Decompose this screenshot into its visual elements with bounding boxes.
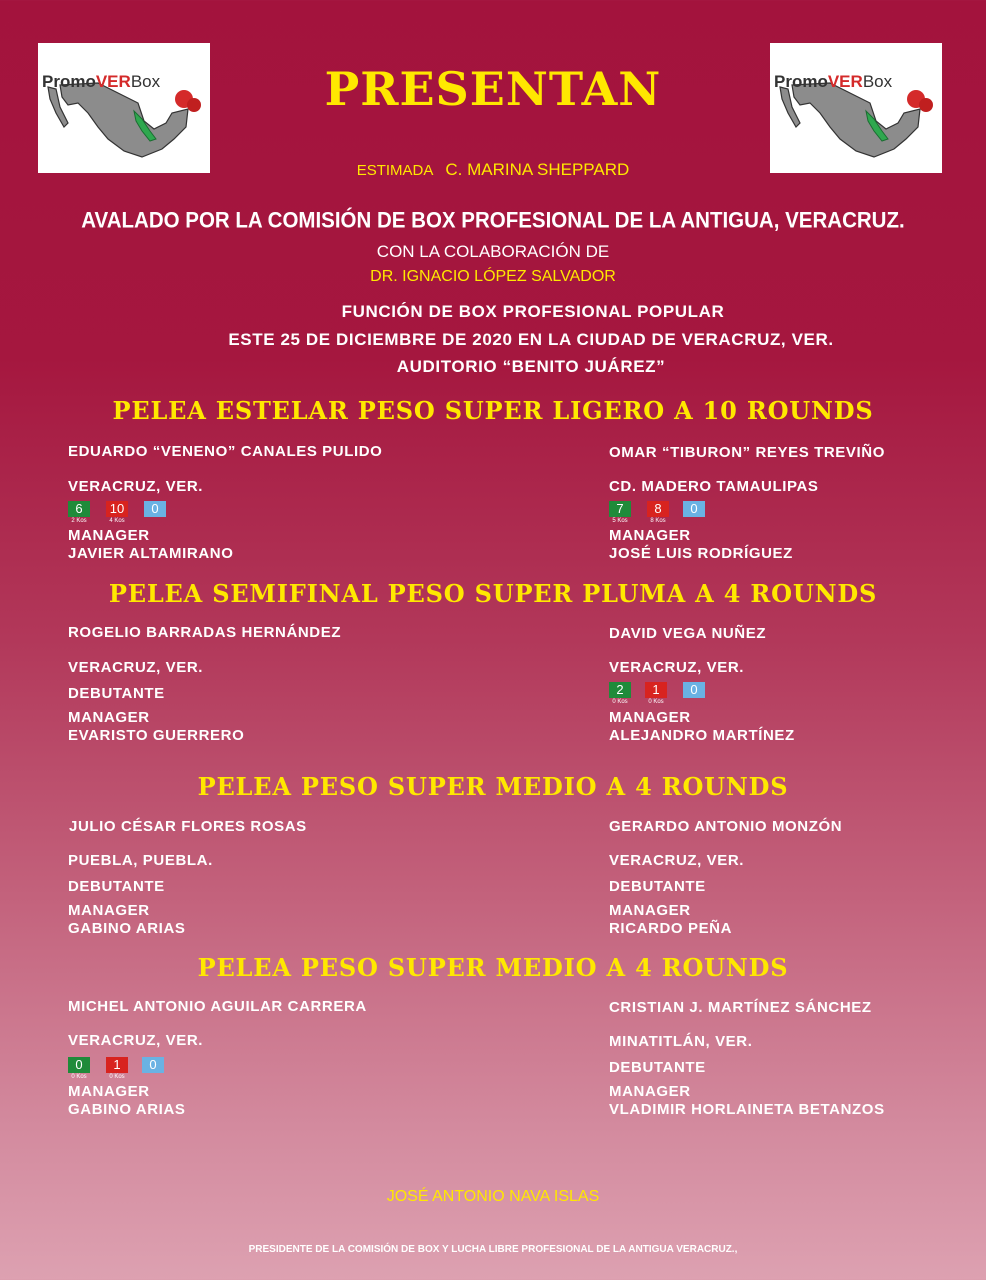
bout-3-left-manager: GABINO ARIAS	[68, 920, 186, 937]
bout-3-right-manager-label: MANAGER	[609, 902, 691, 919]
record-losses: 10	[106, 501, 128, 517]
event-line-1: FUNCIÓN DE BOX PROFESIONAL POPULAR	[341, 302, 725, 321]
bout-1-left-city: VERACRUZ, VER.	[68, 478, 204, 495]
record-draws: 0	[142, 1057, 164, 1073]
bout-2-left-status: DEBUTANTE	[68, 685, 165, 702]
logo-text-ver: VER	[827, 72, 863, 91]
bout-2-right-name: DAVID VEGA NUÑEZ	[609, 625, 767, 642]
bout-1-left-name: EDUARDO “VENENO” CANALES PULIDO	[68, 443, 383, 460]
bout-2-right-manager-label: MANAGER	[609, 709, 691, 726]
page-title: PRESENTAN	[324, 62, 662, 116]
bout-2-right-city: VERACRUZ, VER.	[609, 659, 745, 676]
collaboration-label: CON LA COLABORACIÓN DE	[376, 242, 610, 261]
bout-3-right-city: VERACRUZ, VER.	[609, 852, 745, 869]
record-wins: 2	[609, 682, 631, 698]
record-losses-kos: 0 Kos	[648, 699, 664, 705]
record-wins: 7	[609, 501, 631, 517]
record-wins-kos: 0 Kos	[612, 699, 628, 705]
greeting	[0, 160, 986, 180]
bout-1-right-manager-label: MANAGER	[609, 527, 691, 544]
bout-4-title: PELEA PESO SUPER MEDIO A 4 ROUNDS	[197, 953, 789, 982]
signature-name: JOSÉ ANTONIO NAVA ISLAS	[386, 1188, 600, 1205]
bout-1-right-manager: JOSÉ LUIS RODRÍGUEZ	[609, 545, 793, 562]
record-losses-kos: 0 Kos	[109, 1074, 125, 1080]
bout-2-left-city: VERACRUZ, VER.	[68, 659, 204, 676]
bout-1-left-manager: JAVIER ALTAMIRANO	[68, 545, 234, 562]
bout-3-title: PELEA PESO SUPER MEDIO A 4 ROUNDS	[197, 772, 789, 801]
logo-text-box: Box	[862, 72, 893, 91]
event-line-2: ESTE 25 DE DICIEMBRE DE 2020 EN LA CIUDAD DE VERACRUZ, VER.	[228, 330, 834, 349]
record-wins-kos: 0 Kos	[71, 1074, 87, 1080]
bout-4-right-city: MINATITLÁN, VER.	[609, 1033, 753, 1050]
record-losses: 1	[645, 682, 667, 698]
record-draws: 0	[683, 682, 705, 698]
footer-text: PRESIDENTE DE LA COMISIÓN DE BOX Y LUCHA LIBRE PROFESIONAL DE LA ANTIGUA VERACRUZ.,	[248, 1244, 738, 1255]
bout-3-right-manager: RICARDO PEÑA	[609, 920, 733, 937]
bout-2-right-manager: ALEJANDRO MARTÍNEZ	[609, 727, 795, 744]
record-losses-kos: 8 Kos	[650, 518, 666, 524]
record-losses-kos: 4 Kos	[109, 518, 125, 524]
bout-1-right-name: OMAR “TIBURON” REYES TREVIÑO	[609, 444, 885, 461]
endorsement-text: AVALADO POR LA COMISIÓN DE BOX PROFESIONAL DE LA ANTIGUA, VERACRUZ.	[81, 208, 905, 233]
bout-4-right-status: DEBUTANTE	[609, 1059, 706, 1076]
bout-2-left-name: ROGELIO BARRADAS HERNÁNDEZ	[68, 624, 342, 641]
logo-text-promo: Promo	[42, 72, 96, 91]
bout-2-left-manager-label: MANAGER	[68, 709, 150, 726]
bout-4-left-city: VERACRUZ, VER.	[68, 1032, 204, 1049]
bout-2-left-manager: EVARISTO GUERRERO	[68, 727, 245, 744]
bout-4-left-name: MICHEL ANTONIO AGUILAR CARRERA	[68, 998, 367, 1015]
record-losses: 1	[106, 1057, 128, 1073]
record-draws: 0	[144, 501, 166, 517]
bout-4-left-manager-label: MANAGER	[68, 1083, 150, 1100]
bout-3-right-status: DEBUTANTE	[609, 878, 706, 895]
bout-1-right-city: CD. MADERO TAMAULIPAS	[609, 478, 819, 495]
bout-1-title: PELEA ESTELAR PESO SUPER LIGERO A 10 ROUNDS	[112, 396, 874, 425]
record-wins: 0	[68, 1057, 90, 1073]
logo-text-promo: Promo	[774, 72, 828, 91]
bout-3-left-manager-label: MANAGER	[68, 902, 150, 919]
bout-1-left-manager-label: MANAGER	[68, 527, 150, 544]
bout-4-right-manager-label: MANAGER	[609, 1083, 691, 1100]
bout-3-left-name: JULIO CÉSAR FLORES ROSAS	[69, 818, 307, 835]
bout-4-right-name: CRISTIAN J. MARTÍNEZ SÁNCHEZ	[609, 999, 872, 1016]
logo-text-ver: VER	[95, 72, 131, 91]
greeting-prefix: ESTIMADA	[356, 162, 434, 179]
bout-3-right-name: GERARDO ANTONIO MONZÓN	[609, 818, 843, 835]
bout-3-left-city: PUEBLA, PUEBLA.	[68, 852, 213, 869]
logo-text-box: Box	[130, 72, 161, 91]
greeting-name: C. MARINA SHEPPARD	[445, 160, 630, 179]
record-losses: 8	[647, 501, 669, 517]
bout-4-right-manager: VLADIMIR HORLAINETA BETANZOS	[609, 1101, 885, 1118]
bout-2-title: PELEA SEMIFINAL PESO SUPER PLUMA A 4 ROUNDS	[108, 579, 878, 608]
record-wins: 6	[68, 501, 90, 517]
record-draws: 0	[683, 501, 705, 517]
record-wins-kos: 2 Kos	[71, 518, 87, 524]
bout-3-left-status: DEBUTANTE	[68, 878, 165, 895]
event-line-3: AUDITORIO “BENITO JUÁREZ”	[396, 357, 666, 376]
collaborator-name: DR. IGNACIO LÓPEZ SALVADOR	[370, 268, 616, 285]
bout-4-left-manager: GABINO ARIAS	[68, 1101, 186, 1118]
record-wins-kos: 5 Kos	[612, 518, 628, 524]
